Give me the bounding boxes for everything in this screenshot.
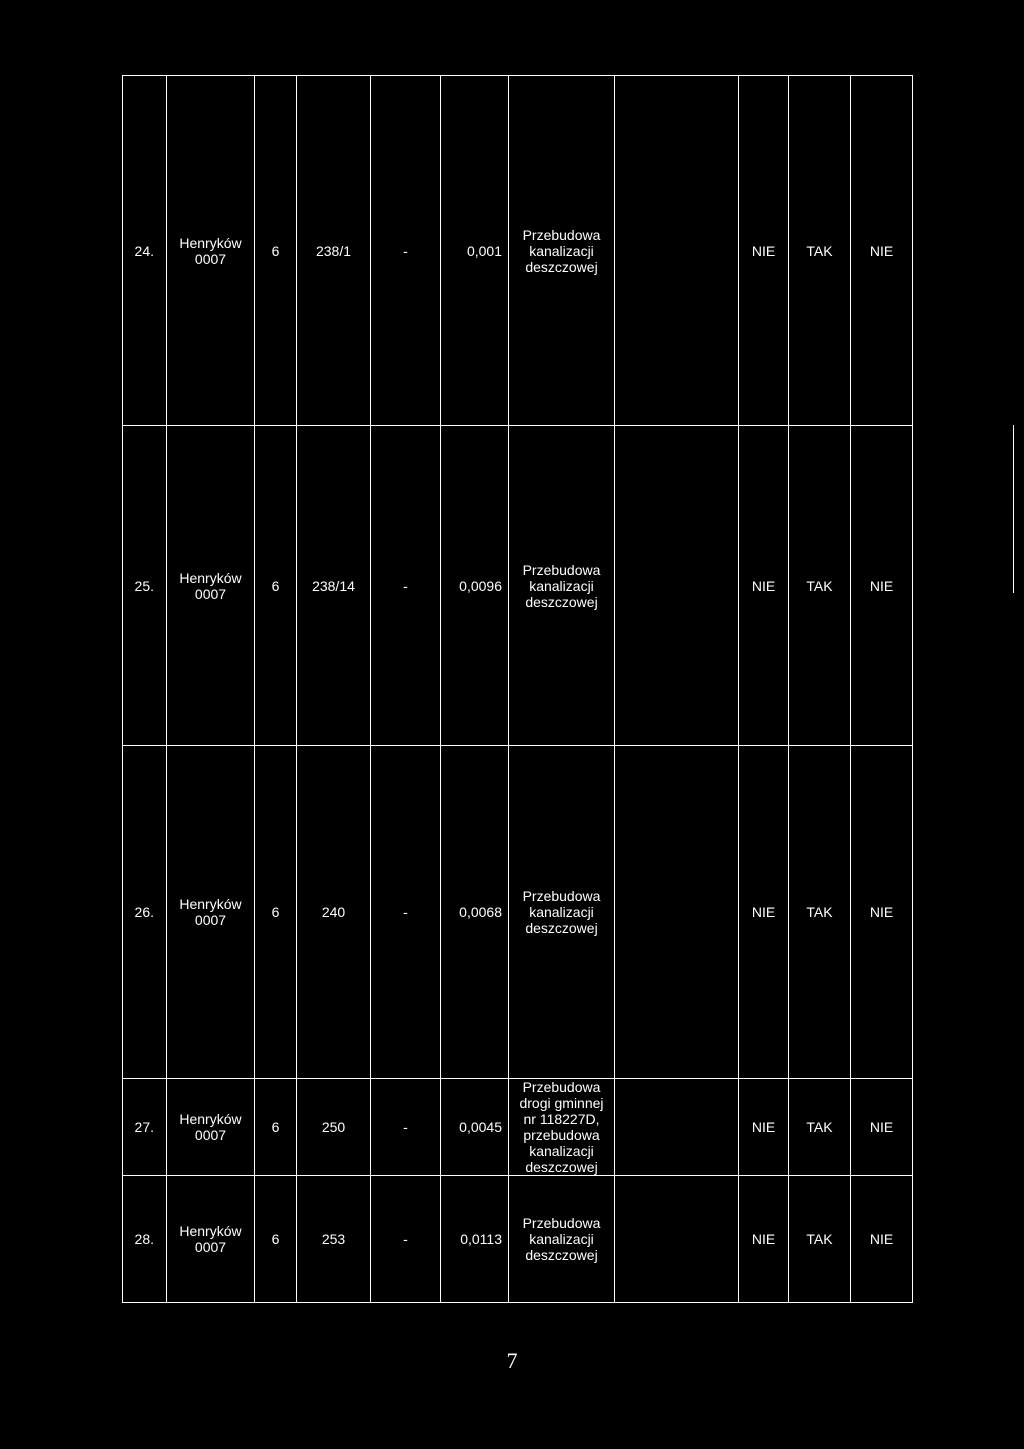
map-sheet-cell: 6 [255,76,297,426]
flag-1-cell: NIE [739,1079,789,1176]
purpose-cell [509,746,615,1079]
table-row [123,746,913,1079]
purpose-cell [509,1176,615,1303]
dash-cell: - [371,1079,441,1176]
area-cell: 0,0068 [441,746,509,1079]
area-cell: 0,0045 [441,1079,509,1176]
blank-cell [615,76,739,426]
flag-2-cell: TAK [789,746,851,1079]
location-name: Henryków [179,234,242,251]
location-name: Henryków [179,1111,242,1127]
purpose-line: kanalizacji [529,577,594,594]
area-cell: 0,0096 [441,426,509,746]
map-sheet-cell: 6 [255,1079,297,1176]
location-name: Henryków [179,896,242,912]
flag-3-cell: NIE [851,1079,913,1176]
purpose-line: Przebudowa [522,888,601,904]
purpose-line: deszczowej [525,1159,598,1175]
purpose-line: kanalizacji [529,242,594,259]
row-number: 27. [123,1079,167,1176]
location-code: 0007 [194,1239,227,1255]
parcel-cell: 253 [297,1176,371,1303]
map-sheet-cell: 6 [255,426,297,746]
flag-3-cell: NIE [851,426,913,746]
table-row [123,1079,913,1176]
row-number: 24. [123,76,167,426]
area-cell: 0,0113 [441,1176,509,1303]
blank-cell [615,1079,739,1176]
row-number: 28. [123,1176,167,1303]
table-row [123,1176,913,1303]
flag-1-cell: NIE [739,426,789,746]
row-number: 26. [123,746,167,1079]
purpose-line: przebudowa [523,1127,600,1143]
table-row [123,76,913,426]
flag-1-cell: NIE [739,746,789,1079]
purpose-line: deszczowej [525,593,598,610]
purpose-line: nr 118227D, [523,1111,600,1127]
location-name: Henryków [179,569,242,586]
dash-cell: - [371,746,441,1079]
flag-2-cell: TAK [789,426,851,746]
edge-mark [1013,425,1014,593]
purpose-line: Przebudowa [522,1215,601,1231]
purpose-line: kanalizacji [529,1231,594,1247]
purpose-cell [509,1079,615,1176]
location-code: 0007 [194,1127,227,1143]
parcel-cell: 240 [297,746,371,1079]
table-row [123,426,913,746]
blank-cell [615,746,739,1079]
flag-2-cell: TAK [789,1176,851,1303]
flag-1-cell: NIE [739,1176,789,1303]
purpose-line: drogi gminnej [519,1095,604,1111]
parcel-cell: 238/1 [297,76,371,426]
purpose-line: Przebudowa [522,561,601,578]
flag-3-cell: NIE [851,746,913,1079]
flag-3-cell: NIE [851,1176,913,1303]
purpose-line: kanalizacji [529,904,594,920]
purpose-line: kanalizacji [529,1143,594,1159]
dash-cell: - [371,76,441,426]
flag-2-cell: TAK [789,76,851,426]
location-cell [167,746,255,1079]
location-cell [167,426,255,746]
location-cell [167,1079,255,1176]
location-cell [167,1176,255,1303]
flag-3-cell: NIE [851,76,913,426]
flag-1-cell: NIE [739,76,789,426]
blank-cell [615,426,739,746]
parcel-cell: 238/14 [297,426,371,746]
location-code: 0007 [194,250,227,267]
map-sheet-cell: 6 [255,1176,297,1303]
purpose-line: deszczowej [525,258,598,275]
purpose-line: Przebudowa [522,226,601,243]
dash-cell: - [371,426,441,746]
location-code: 0007 [194,912,227,928]
location-name: Henryków [179,1223,242,1239]
blank-cell [615,1176,739,1303]
purpose-cell [509,426,615,746]
parcel-table [122,75,913,1303]
purpose-line: Przebudowa [522,1079,601,1095]
flag-2-cell: TAK [789,1079,851,1176]
location-cell [167,76,255,426]
parcel-cell: 250 [297,1079,371,1176]
page-number: 7 [506,1348,518,1373]
row-number: 25. [123,426,167,746]
area-cell: 0,001 [441,76,509,426]
purpose-cell [509,76,615,426]
purpose-line: deszczowej [525,920,598,936]
purpose-line: deszczowej [525,1247,598,1263]
location-code: 0007 [194,585,227,602]
map-sheet-cell: 6 [255,746,297,1079]
dash-cell: - [371,1176,441,1303]
